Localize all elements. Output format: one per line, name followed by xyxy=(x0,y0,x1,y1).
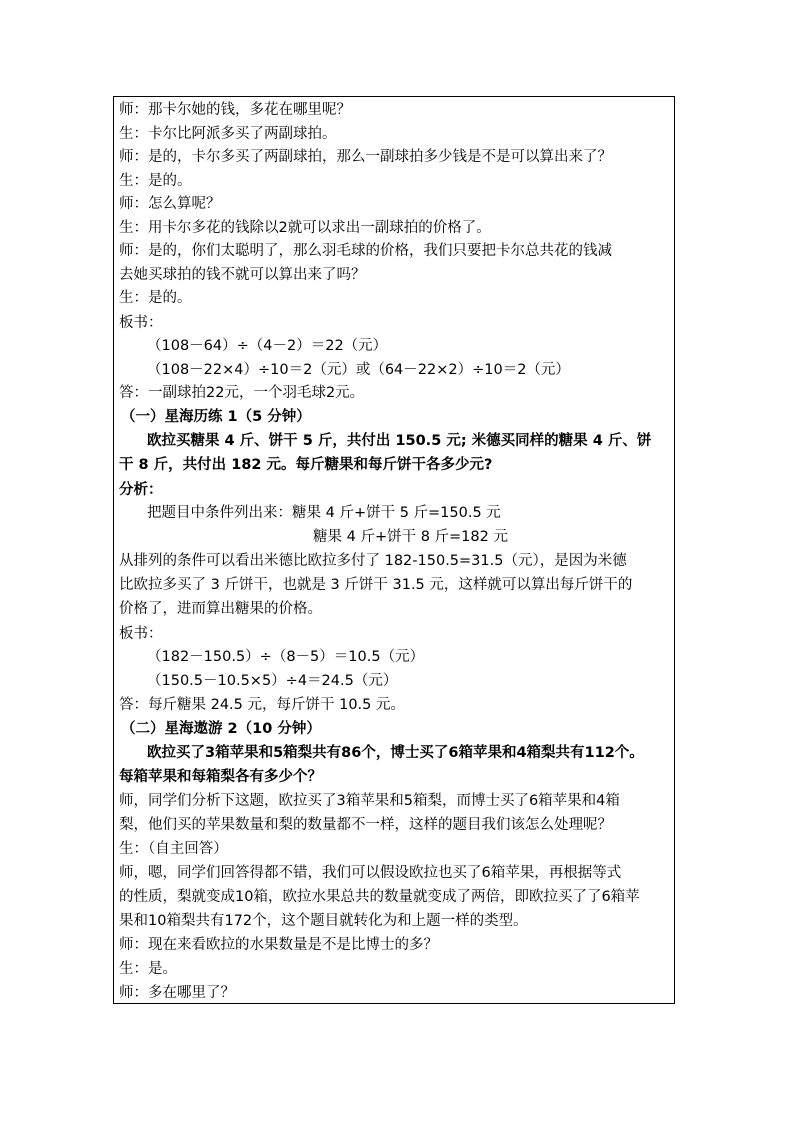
analysis-label: 分析： xyxy=(119,482,163,498)
text-line: 生：用卡尔多花的钱除以2就可以求出一副球拍的价格了。 xyxy=(119,220,491,236)
problem-text: 欧拉买了3箱苹果和5箱梨共有86个，博士买了6箱苹果和4箱梨共有112个。 xyxy=(147,745,644,761)
answer-line: 答：每斤糖果 24.5 元，每斤饼干 10.5 元。 xyxy=(119,697,406,713)
formula-line: （108－64）÷（4－2）＝22（元） xyxy=(147,338,388,354)
text-line: 师，嗯，同学们回答得都不错，我们可以假设欧拉也买了6箱苹果，再根据等式 xyxy=(119,865,622,881)
text-line: 生：卡尔比阿派多买了两副球拍。 xyxy=(119,126,337,142)
text-line: 价格了，进而算出糖果的价格。 xyxy=(119,601,322,617)
text-line: 师：现在来看欧拉的水果数量是不是比博士的多？ xyxy=(119,937,438,953)
text-line: 师：是的，你们太聪明了，那么羽毛球的价格，我们只要把卡尔总共花的钱减 xyxy=(119,243,612,259)
text-line: 糖果 4 斤+饼干 8 斤=182 元 xyxy=(313,529,508,545)
text-line: 师：那卡尔她的钱，多花在哪里呢？ xyxy=(119,102,351,118)
text-line: 板书： xyxy=(119,315,163,331)
text-line: 生：（自主回答） xyxy=(119,841,228,857)
formula-line: （182－150.5）÷（8－5）＝10.5（元） xyxy=(147,649,425,665)
text-line: 师，同学们分析下这题，欧拉买了3箱苹果和5箱梨，而博士买了6箱苹果和4箱 xyxy=(119,793,620,809)
formula-line: （108－22×4）÷10＝2（元）或（64－22×2）÷10＝2（元） xyxy=(147,362,570,378)
section-heading: （一）星海历练 1（5 分钟） xyxy=(121,409,311,425)
problem-text: 欧拉买糖果 4 斤、饼干 5 斤，共付出 150.5 元; 米德买同样的糖果 4 斤、饼 xyxy=(147,433,652,449)
problem-text: 每箱苹果和每箱梨各有多少个？ xyxy=(119,769,322,785)
text-line: 从排列的条件可以看出米德比欧拉多付了 182-150.5=31.5（元），是因为米德 xyxy=(119,553,627,569)
text-line: 生：是。 xyxy=(119,961,177,977)
text-line: 去她买球拍的钱不就可以算出来了吗？ xyxy=(119,267,366,283)
text-line: 生：是的。 xyxy=(119,173,192,189)
text-line: 把题目中条件列出来：糖果 4 斤+饼干 5 斤=150.5 元 xyxy=(147,505,501,521)
text-line: 的性质，梨就变成10箱，欧拉水果总共的数量就变成了两倍，即欧拉买了了6箱苹 xyxy=(119,889,640,905)
text-line: 生：是的。 xyxy=(119,290,192,306)
text-line: 果和10箱梨共有172个，这个题目就转化为和上题一样的类型。 xyxy=(119,913,528,929)
formula-line: （150.5－10.5×5）÷4＝24.5（元） xyxy=(147,673,398,689)
text-line: 比欧拉多买了 3 斤饼干，也就是 3 斤饼干 31.5 元，这样就可以算出每斤饼干的 xyxy=(119,577,633,593)
text-line: 师：怎么算呢？ xyxy=(119,196,221,212)
section-heading: （二）星海遨游 2（10 分钟） xyxy=(121,721,321,737)
text-line: 板书： xyxy=(119,626,163,642)
answer-line: 答：一副球拍22元，一个羽毛球2元。 xyxy=(119,385,365,401)
text-line: 师：多在哪里了？ xyxy=(119,985,235,1001)
text-line: 师：是的，卡尔多买了两副球拍，那么一副球拍多少钱是不是可以算出来了？ xyxy=(119,149,612,165)
problem-text: 干 8 斤，共付出 182 元。每斤糖果和每斤饼干各多少元? xyxy=(119,457,493,473)
text-line: 梨，他们买的苹果数量和梨的数量都不一样，这样的题目我们该怎么处理呢？ xyxy=(119,817,612,833)
